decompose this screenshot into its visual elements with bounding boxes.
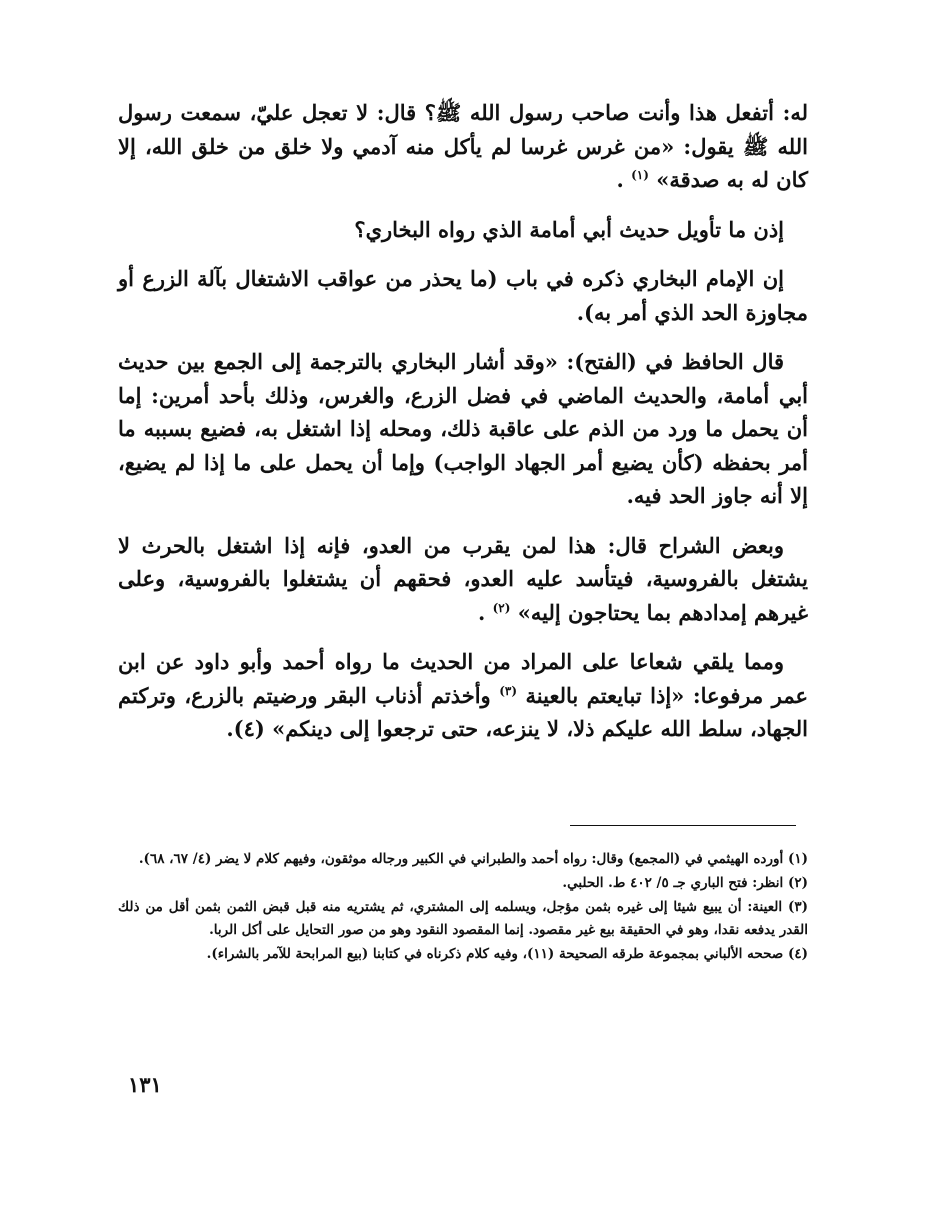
paragraph-6: ومما يلقي شعاعا على المراد من الحديث ما رواه أحمد وأبو داود عن ابن عمر مرفوعا: «إذا تبايعتم بالعينة $^{(٣)}$ وأخذتم أذناب البقر ورضيتم بالزرع، وتركتم الجهاد، سلط الله عليكم ذلا، لا ينزعه، حتى ترجعوا إلى دينكم» (٤). (118, 649, 808, 741)
footnote-2: (٢) انظر: فتح الباري جـ ٥/ ٤٠٢ ط. الحلبي. (562, 875, 808, 891)
footnotes (118, 848, 808, 967)
footnote-ref: (٣) (499, 683, 518, 698)
page-number: ١٣١ (128, 1072, 162, 1097)
footnote-1: (١) أورده الهيثمي في (المجمع) وقال: رواه أحمد والطبراني في الكبير ورجاله موثقون، وفيهم كلام لا يضر (٤/ ٦٧، ٦٨). (138, 851, 808, 867)
footnote-ref: (١) (631, 168, 649, 182)
paragraph-1: له: أتفعل هذا وأنت صاحب رسول الله ﷺ؟ قال: لا تعجل عليّ، سمعت رسول الله ﷺ يقول: «من غرس غرسا لم يأكل منه آدمي ولا خلق من خلق الله، إلا كان له به صدقة» $^{(١)}$ . (118, 100, 808, 192)
footnote-ref: (٢) (492, 600, 511, 615)
footnote-3: (٣) العينة: أن يبيع شيئا إلى غيره بثمن مؤجل، ويسلمه إلى المشتري، ثم يشتريه منه قبل قبض الثمن بثمن أقل من ذلك القدر يدفعه نقدا، وهو في الحقيقة بيع غير مقصود. إنما المقصود النقود وهو من صور التحايل على أكل الربا. (118, 899, 808, 938)
paragraph-3: إن الإمام البخاري ذكره في باب (ما يحذر من عواقب الاشتغال بآلة الزرع أو مجاوزة الحد الذي أمر به). (118, 266, 808, 325)
paragraph-4: قال الحافظ في (الفتح): «وقد أشار البخاري بالترجمة إلى الجمع بين حديث أبي أمامة، والحديث الماضي في فضل الزرع، والغرس، وذلك بأحد أمرين: إما أن يحمل ما ورد من الذم على عاقبة ذلك، ومحله إذا اشتغل به، فضيع بسببه ما أمر بحفظه (كأن يضيع أمر الجهاد الواجب) وإما أن يحمل على ما إذا لم يضيع، إلا أنه جاوز الحد فيه. (118, 349, 808, 508)
footnote-divider (570, 825, 796, 826)
paragraph-5: وبعض الشراح قال: هذا لمن يقرب من العدو، فإنه إذا اشتغل بالحرث لا يشتغل بالفروسية، فيتأسد عليه العدو، فحقهم أن يشتغلوا بالفروسية، وعلى غيرهم إمدادهم بما يحتاجون إليه» $^{(٢)}$ . (118, 532, 808, 625)
body-text (118, 96, 808, 762)
paragraph-2: إذن ما تأويل حديث أبي أمامة الذي رواه البخاري؟ (354, 216, 784, 242)
footnote-4: (٤) صححه الألباني بمجموعة طرقه الصحيحة (١١)، وفيه كلام ذكرناه في كتابنا (بيع المرابحة للآمر بالشراء). (206, 946, 808, 962)
